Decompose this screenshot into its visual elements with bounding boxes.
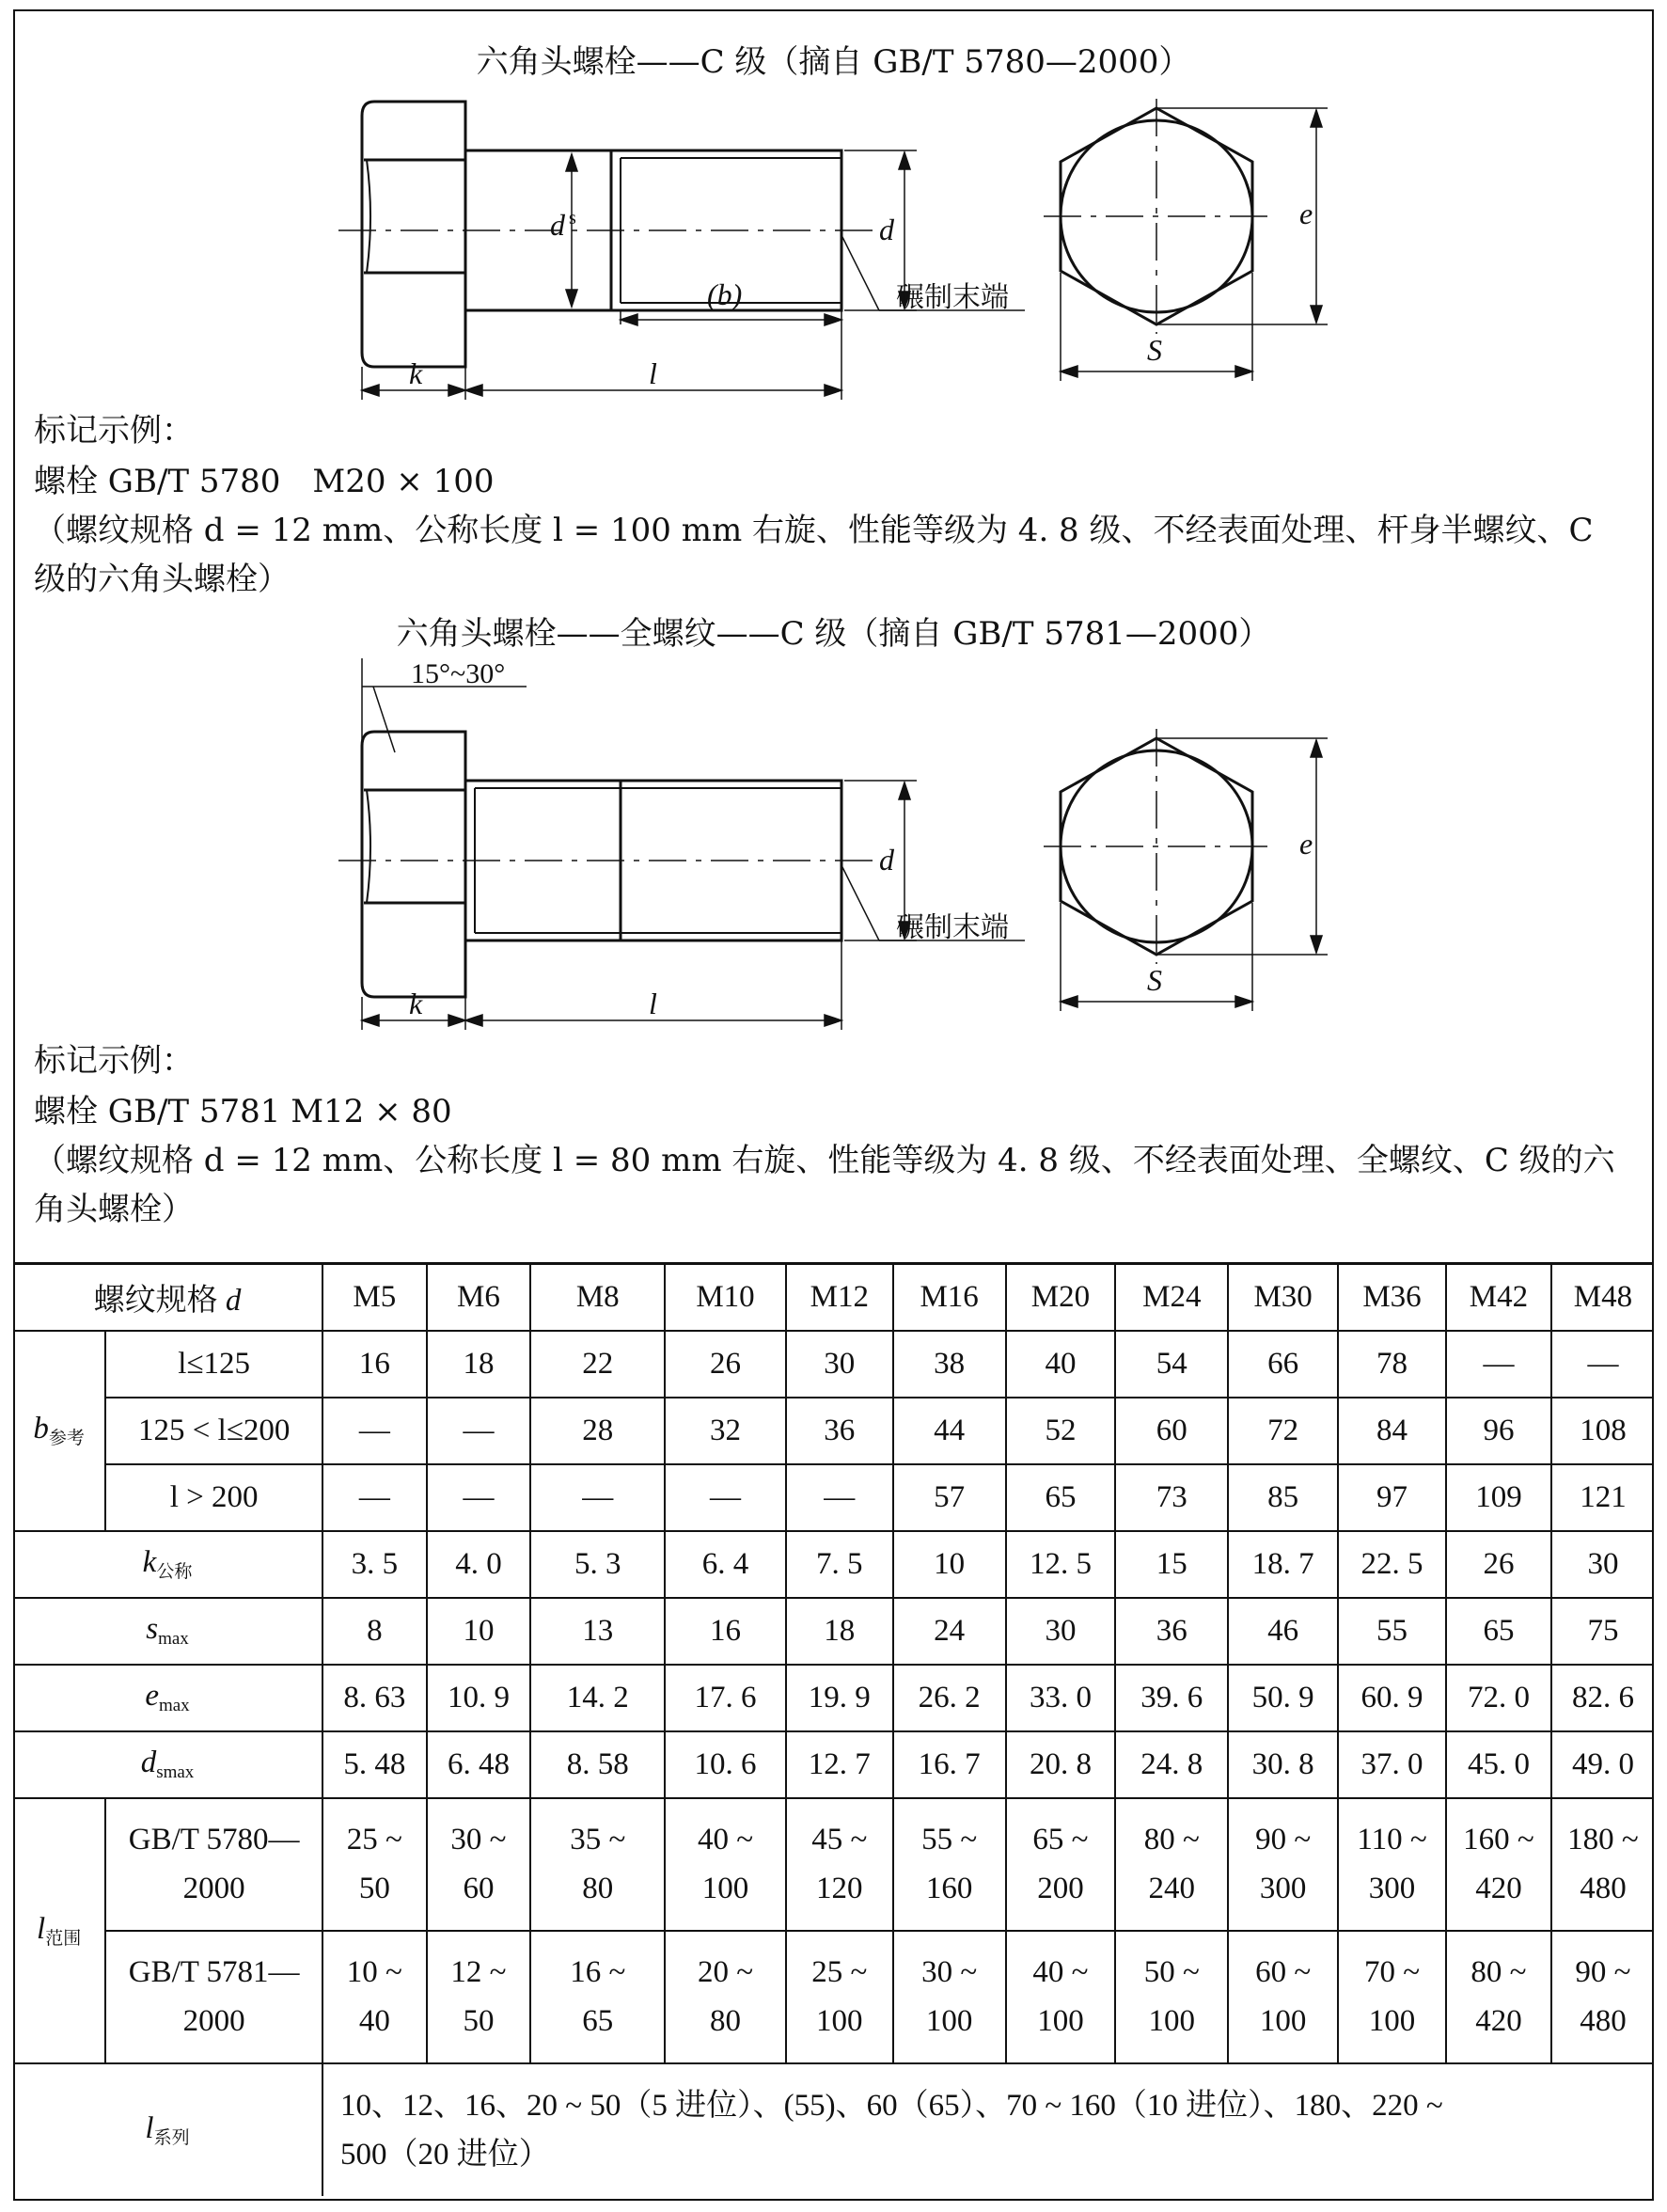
b-value: 22: [530, 1331, 665, 1398]
b-value: 28: [530, 1398, 665, 1464]
k-row: [13, 1531, 1654, 1598]
l-series-line2: 500（20 进位）: [340, 2137, 550, 2172]
range-to: 240: [1148, 1872, 1196, 1905]
s-row: [13, 1598, 1654, 1665]
example2-heading: 标记示例：: [34, 1042, 194, 1080]
b-value: 108: [1551, 1398, 1654, 1464]
e-value: 14. 2: [530, 1665, 665, 1731]
l-range-value: [786, 1798, 893, 1931]
b-row-2: [13, 1398, 1654, 1464]
range-from: 80 ~: [1143, 1823, 1200, 1856]
range-from: 80 ~: [1470, 1955, 1527, 1989]
l-range-std: [105, 1798, 322, 1931]
label-end: 碾制末端: [896, 281, 1009, 314]
ds-value: 37. 0: [1338, 1731, 1446, 1798]
range-from: 70 ~: [1363, 1955, 1421, 1989]
e-row: [13, 1665, 1654, 1731]
range-to: 100: [1148, 2004, 1196, 2038]
b-label-cell: [13, 1331, 105, 1531]
l-range-value: [1551, 1798, 1654, 1931]
range-from: 10 ~: [346, 1955, 402, 1989]
k-value: 22. 5: [1338, 1531, 1446, 1598]
range-from: 35 ~: [570, 1823, 626, 1856]
l-range-value: [1338, 1931, 1446, 2063]
range-to: 480: [1580, 1872, 1627, 1905]
label-k: k: [409, 356, 423, 390]
range-to: 100: [816, 2004, 863, 2038]
k-value: 4. 0: [427, 1531, 531, 1598]
range-to: 100: [701, 1872, 749, 1905]
range-from: 40 ~: [697, 1823, 754, 1856]
s-sub: max: [158, 1629, 189, 1649]
range-from: 12 ~: [450, 1955, 507, 1989]
s-value: 13: [530, 1598, 665, 1665]
l-series-values: [322, 2063, 1654, 2196]
b-value: 65: [1006, 1464, 1116, 1531]
std-line2: 2000: [182, 2004, 245, 2038]
size-cell: M24: [1115, 1264, 1228, 1331]
l-range-value: [1446, 1931, 1551, 2063]
label-end2: 碾制末端: [896, 911, 1009, 944]
l-range-value: [1228, 1931, 1338, 2063]
range-from: 90 ~: [1255, 1823, 1312, 1856]
ds-value: 49. 0: [1551, 1731, 1654, 1798]
l-range-sub: 范围: [45, 1928, 82, 1949]
ds-value: 6. 48: [427, 1731, 531, 1798]
b-value: 44: [893, 1398, 1006, 1464]
size-cell: M16: [893, 1264, 1006, 1331]
ds-value: 5. 48: [322, 1731, 427, 1798]
l-range-value: [1115, 1931, 1228, 2063]
ds-value: 12. 7: [786, 1731, 893, 1798]
l-range-value: [427, 1798, 531, 1931]
std-line2: 2000: [182, 1872, 245, 1905]
l-range-value: [530, 1798, 665, 1931]
l-range-value: [530, 1931, 665, 2063]
label-l2: l: [649, 987, 657, 1020]
s-value: 75: [1551, 1598, 1654, 1665]
b-value: 72: [1228, 1398, 1338, 1464]
b-value: 40: [1006, 1331, 1116, 1398]
size-cell: M12: [786, 1264, 893, 1331]
l-range-value: [1446, 1798, 1551, 1931]
b-value: —: [322, 1464, 427, 1531]
label-ds: d: [550, 208, 565, 242]
b-value: 26: [665, 1331, 786, 1398]
b-value: 16: [322, 1331, 427, 1398]
std-line1: GB/T 5780—: [128, 1823, 300, 1856]
b-value: 52: [1006, 1398, 1116, 1464]
example1-desc: （螺纹规格 d = 12 mm、公称长度 l = 100 mm 右旋、性能等级为 4. 8 级、不经表面处理、杆身半螺纹、C 级的六角头螺栓）: [34, 512, 1594, 598]
size-cell: M8: [530, 1264, 665, 1331]
label-ds-sub: s: [569, 208, 576, 229]
b-value: 54: [1115, 1331, 1228, 1398]
k-label-cell: [13, 1531, 322, 1598]
b-sub: 参考: [48, 1429, 85, 1448]
l-range-value: [322, 1931, 427, 2063]
k-value: 5. 3: [530, 1531, 665, 1598]
range-to: 50: [358, 1872, 390, 1905]
b-value: 78: [1338, 1331, 1446, 1398]
b-value: 121: [1551, 1464, 1654, 1531]
ds-sub: smax: [156, 1762, 195, 1782]
label-S2: S: [1147, 963, 1162, 997]
l-series-label-cell: [13, 2063, 322, 2196]
b-value: —: [1446, 1331, 1551, 1398]
example1-code: 螺栓 GB/T 5780 M20 × 100: [34, 463, 495, 500]
l-range-value: [893, 1931, 1006, 2063]
label-d2: d: [879, 843, 894, 877]
range-to: 300: [1368, 1872, 1416, 1905]
e-value: 39. 6: [1115, 1665, 1228, 1731]
b-value: 60: [1115, 1398, 1228, 1464]
k-value: 12. 5: [1006, 1531, 1116, 1598]
range-from: 55 ~: [921, 1823, 978, 1856]
b-value: —: [427, 1464, 531, 1531]
range-to: 100: [1259, 2004, 1307, 2038]
l-series-row: [13, 2063, 1654, 2196]
b-value: 36: [786, 1398, 893, 1464]
ds-value: 45. 0: [1446, 1731, 1551, 1798]
range-from: 45 ~: [811, 1823, 868, 1856]
l-range-value: [665, 1798, 786, 1931]
range-from: 25 ~: [346, 1823, 402, 1856]
range-to: 100: [1037, 2004, 1084, 2038]
b-value: 73: [1115, 1464, 1228, 1531]
s-value: 46: [1228, 1598, 1338, 1665]
header-label-cell: [13, 1264, 322, 1331]
b-value: —: [427, 1398, 531, 1464]
range-to: 120: [816, 1872, 863, 1905]
label-b: (b): [707, 277, 743, 311]
b-cond: 125 < l≤200: [105, 1398, 322, 1464]
k-value: 10: [893, 1531, 1006, 1598]
figure1-drawing: [0, 85, 1667, 414]
range-to: 100: [1368, 2004, 1416, 2038]
b-value: 66: [1228, 1331, 1338, 1398]
e-value: 50. 9: [1228, 1665, 1338, 1731]
size-cell: M36: [1338, 1264, 1446, 1331]
l-range-value: [322, 1798, 427, 1931]
size-cell: M30: [1228, 1264, 1338, 1331]
k-value: 18. 7: [1228, 1531, 1338, 1598]
e-label-cell: [13, 1665, 322, 1731]
e-value: 33. 0: [1006, 1665, 1116, 1731]
l-range-var: l: [37, 1911, 46, 1946]
range-from: 16 ~: [570, 1955, 626, 1989]
range-to: 50: [463, 2004, 495, 2038]
size-cell: M20: [1006, 1264, 1116, 1331]
k-value: 6. 4: [665, 1531, 786, 1598]
l-range-std: [105, 1931, 322, 2063]
range-to: 80: [582, 1872, 614, 1905]
s-value: 65: [1446, 1598, 1551, 1665]
l-range-value: [665, 1931, 786, 2063]
s-value: 24: [893, 1598, 1006, 1665]
example1-heading: 标记示例：: [34, 412, 194, 450]
e-var: e: [145, 1679, 159, 1713]
label-l: l: [649, 356, 657, 390]
l-range-label-cell: [13, 1798, 105, 2063]
range-to: 65: [582, 2004, 614, 2038]
b-value: 38: [893, 1331, 1006, 1398]
l-range-value: [427, 1931, 531, 2063]
s-label-cell: [13, 1598, 322, 1665]
e-value: 82. 6: [1551, 1665, 1654, 1731]
k-value: 15: [1115, 1531, 1228, 1598]
b-value: 57: [893, 1464, 1006, 1531]
range-from: 20 ~: [697, 1955, 754, 1989]
l-series-sub: 系列: [153, 2127, 190, 2148]
header-var: d: [225, 1283, 242, 1318]
l-series-line1: 10、12、16、20 ~ 50（5 进位）、(55)、60（65）、70 ~ 160（10 进位）、180、220 ~: [340, 2088, 1443, 2123]
label-k2: k: [409, 987, 423, 1020]
k-value: 26: [1446, 1531, 1551, 1598]
range-from: 65 ~: [1032, 1823, 1089, 1856]
label-d: d: [879, 213, 894, 246]
s-value: 36: [1115, 1598, 1228, 1665]
k-var: k: [142, 1545, 157, 1579]
e-value: 60. 9: [1338, 1665, 1446, 1731]
b-value: —: [665, 1464, 786, 1531]
k-sub: 公称: [156, 1562, 193, 1582]
ds-value: 24. 8: [1115, 1731, 1228, 1798]
figure2-drawing: [0, 649, 1667, 1044]
b-value: 109: [1446, 1464, 1551, 1531]
range-from: 90 ~: [1575, 1955, 1631, 1989]
ds-value: 10. 6: [665, 1731, 786, 1798]
range-from: 30 ~: [921, 1955, 978, 1989]
b-value: 85: [1228, 1464, 1338, 1531]
l-range-value: [1338, 1798, 1446, 1931]
b-value: 97: [1338, 1464, 1446, 1531]
range-from: 60 ~: [1255, 1955, 1312, 1989]
header-label: 螺纹规格: [93, 1283, 218, 1318]
b-cond: l > 200: [105, 1464, 322, 1531]
e-value: 17. 6: [665, 1665, 786, 1731]
b-value: —: [1551, 1331, 1654, 1398]
l-range-value: [1006, 1931, 1116, 2063]
range-to: 60: [463, 1872, 495, 1905]
range-to: 40: [358, 2004, 390, 2038]
label-angle: 15°~30°: [411, 658, 506, 689]
l-range-value: [1551, 1931, 1654, 2063]
range-from: 180 ~: [1567, 1823, 1639, 1856]
e-value: 72. 0: [1446, 1665, 1551, 1731]
s-value: 10: [427, 1598, 531, 1665]
spec-table: [13, 1262, 1654, 2196]
s-var: s: [146, 1612, 159, 1646]
s-value: 30: [1006, 1598, 1116, 1665]
range-to: 200: [1037, 1872, 1084, 1905]
b-value: —: [530, 1464, 665, 1531]
range-to: 420: [1475, 1872, 1522, 1905]
range-from: 40 ~: [1032, 1955, 1089, 1989]
e-sub: max: [158, 1696, 190, 1715]
b-value: 32: [665, 1398, 786, 1464]
b-cond: l≤125: [105, 1331, 322, 1398]
b-value: —: [786, 1464, 893, 1531]
e-value: 26. 2: [893, 1665, 1006, 1731]
l-range-value: [1115, 1798, 1228, 1931]
size-cell: M5: [322, 1264, 427, 1331]
s-value: 18: [786, 1598, 893, 1665]
b-row-1: [13, 1331, 1654, 1398]
ds-label-cell: [13, 1731, 322, 1798]
l-range-row-2: [13, 1931, 1654, 2063]
range-to: 480: [1580, 2004, 1627, 2038]
b-value: 30: [786, 1331, 893, 1398]
range-from: 30 ~: [450, 1823, 507, 1856]
l-range-value: [893, 1798, 1006, 1931]
s-value: 16: [665, 1598, 786, 1665]
b-value: 96: [1446, 1398, 1551, 1464]
ds-value: 30. 8: [1228, 1731, 1338, 1798]
b-value: 84: [1338, 1398, 1446, 1464]
ds-value: 8. 58: [530, 1731, 665, 1798]
figure2-title: 六角头螺栓——全螺纹——C 级（摘自 GB/T 5781—2000）: [396, 615, 1271, 653]
k-value: 30: [1551, 1531, 1654, 1598]
ds-var: d: [140, 1746, 157, 1779]
e-value: 10. 9: [427, 1665, 531, 1731]
figure1-title: 六角头螺栓——C 级（摘自 GB/T 5780—2000）: [476, 43, 1191, 81]
k-value: 7. 5: [786, 1531, 893, 1598]
k-value: 3. 5: [322, 1531, 427, 1598]
b-value: —: [322, 1398, 427, 1464]
range-from: 25 ~: [811, 1955, 868, 1989]
b-var: b: [33, 1412, 49, 1446]
l-range-value: [786, 1931, 893, 2063]
label-e2: e: [1299, 827, 1313, 861]
header-row: [13, 1264, 1654, 1331]
e-value: 8. 63: [322, 1665, 427, 1731]
label-e: e: [1299, 197, 1313, 230]
e-value: 19. 9: [786, 1665, 893, 1731]
range-to: 100: [925, 2004, 973, 2038]
size-cell: M10: [665, 1264, 786, 1331]
ds-value: 16. 7: [893, 1731, 1006, 1798]
range-to: 160: [925, 1872, 973, 1905]
range-from: 50 ~: [1143, 1955, 1200, 1989]
range-to: 300: [1259, 1872, 1307, 1905]
range-to: 80: [710, 2004, 742, 2038]
l-range-value: [1228, 1798, 1338, 1931]
l-range-value: [1006, 1798, 1116, 1931]
b-value: 18: [427, 1331, 531, 1398]
s-value: 55: [1338, 1598, 1446, 1665]
example2-desc: （螺纹规格 d = 12 mm、公称长度 l = 80 mm 右旋、性能等级为 4. 8 级、不经表面处理、全螺纹、C 级的六角头螺栓）: [34, 1142, 1615, 1228]
range-from: 160 ~: [1463, 1823, 1534, 1856]
label-S: S: [1147, 333, 1162, 367]
range-to: 420: [1475, 2004, 1522, 2038]
b-row-3: [13, 1464, 1654, 1531]
s-value: 8: [322, 1598, 427, 1665]
size-cell: M6: [427, 1264, 531, 1331]
std-line1: GB/T 5781—: [128, 1955, 300, 1989]
l-range-row-1: [13, 1798, 1654, 1931]
example2-code: 螺栓 GB/T 5781 M12 × 80: [34, 1093, 452, 1130]
size-cell: M42: [1446, 1264, 1551, 1331]
ds-row: [13, 1731, 1654, 1798]
l-series-var: l: [145, 2110, 154, 2145]
range-from: 110 ~: [1357, 1823, 1427, 1856]
size-cell: M48: [1551, 1264, 1654, 1331]
ds-value: 20. 8: [1006, 1731, 1116, 1798]
